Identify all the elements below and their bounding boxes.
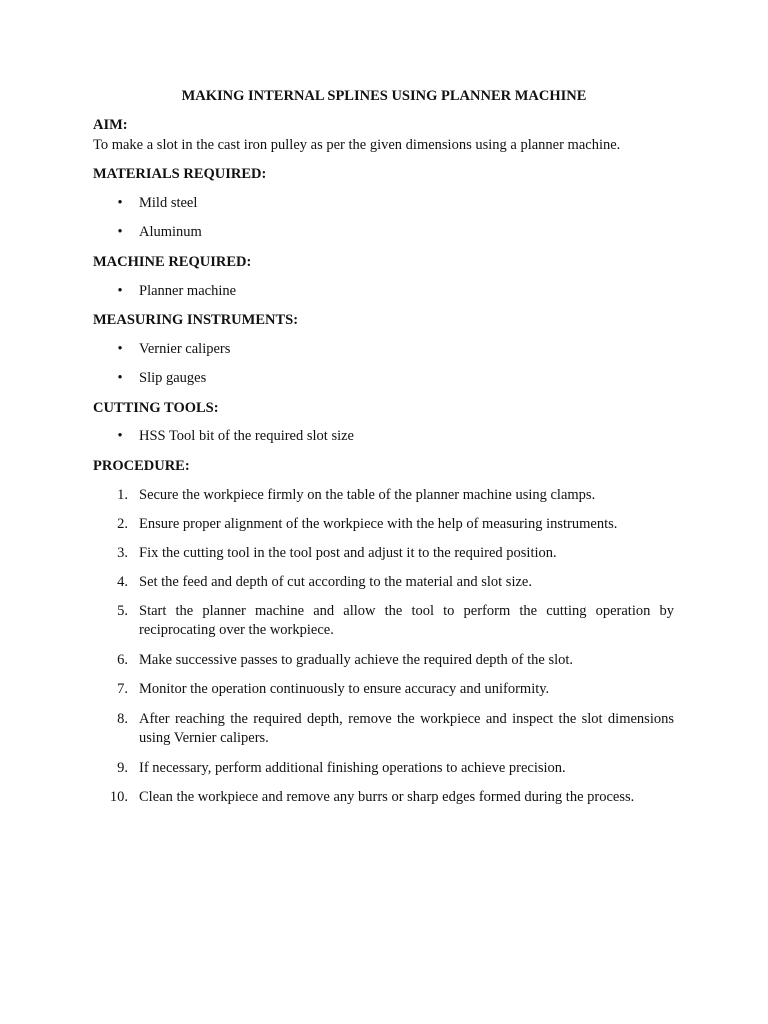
- step-text: Clean the workpiece and remove any burrs or sharp edges formed during the process.: [139, 789, 635, 805]
- step-text: Set the feed and depth of cut according to the material and slot size.: [139, 574, 532, 590]
- bullet-icon: •: [117, 195, 123, 211]
- aim-heading: AIM:: [93, 117, 128, 133]
- step-text: Start the planner machine and allow the tool to perform the cutting operation by reciprocating over the workpiece.: [139, 603, 674, 638]
- list-item-text: Slip gauges: [139, 370, 207, 386]
- list-item-text: Aluminum: [139, 224, 202, 240]
- bullet-icon: •: [117, 224, 123, 240]
- step-number: 4.: [117, 574, 128, 590]
- list-item-text: HSS Tool bit of the required slot size: [139, 428, 354, 444]
- bullet-icon: •: [117, 428, 123, 444]
- step-text: If necessary, perform additional finishing operations to achieve precision.: [139, 760, 566, 776]
- step-number: 5.: [117, 603, 128, 619]
- step-number: 3.: [117, 545, 128, 561]
- step-number: 1.: [117, 487, 128, 503]
- aim-text: To make a slot in the cast iron pulley as per the given dimensions using a planner machine.: [93, 137, 621, 153]
- bullet-icon: •: [117, 341, 123, 357]
- list-item-text: Planner machine: [139, 283, 237, 299]
- step-text: Secure the workpiece firmly on the table of the planner machine using clamps.: [139, 487, 596, 503]
- materials-heading: MATERIALS REQUIRED:: [93, 166, 267, 182]
- tools-heading: CUTTING TOOLS:: [93, 400, 219, 416]
- step-number: 2.: [117, 516, 128, 532]
- step-text: Ensure proper alignment of the workpiece with the help of measuring instruments.: [139, 516, 618, 532]
- step-text: Monitor the operation continuously to ensure accuracy and uniformity.: [139, 681, 550, 697]
- step-number: 6.: [117, 652, 128, 668]
- list-item-text: Mild steel: [139, 195, 198, 211]
- bullet-icon: •: [117, 370, 123, 386]
- step-text: Make successive passes to gradually achieve the required depth of the slot.: [139, 652, 574, 668]
- step-number: 7.: [117, 681, 128, 697]
- page-title: MAKING INTERNAL SPLINES USING PLANNER MACHINE: [181, 88, 587, 104]
- step-number: 10.: [109, 789, 128, 805]
- step-number: 9.: [117, 760, 128, 776]
- step-text: Fix the cutting tool in the tool post and adjust it to the required position.: [139, 545, 557, 561]
- step-number: 8.: [117, 711, 128, 727]
- instruments-heading: MEASURING INSTRUMENTS:: [93, 312, 299, 328]
- bullet-icon: •: [117, 283, 123, 299]
- machine-heading: MACHINE REQUIRED:: [93, 254, 252, 270]
- list-item-text: Vernier calipers: [139, 341, 231, 357]
- step-text: After reaching the required depth, remove the workpiece and inspect the slot dimensions using Vernier calipers.: [139, 711, 674, 746]
- procedure-heading: PROCEDURE:: [93, 458, 190, 474]
